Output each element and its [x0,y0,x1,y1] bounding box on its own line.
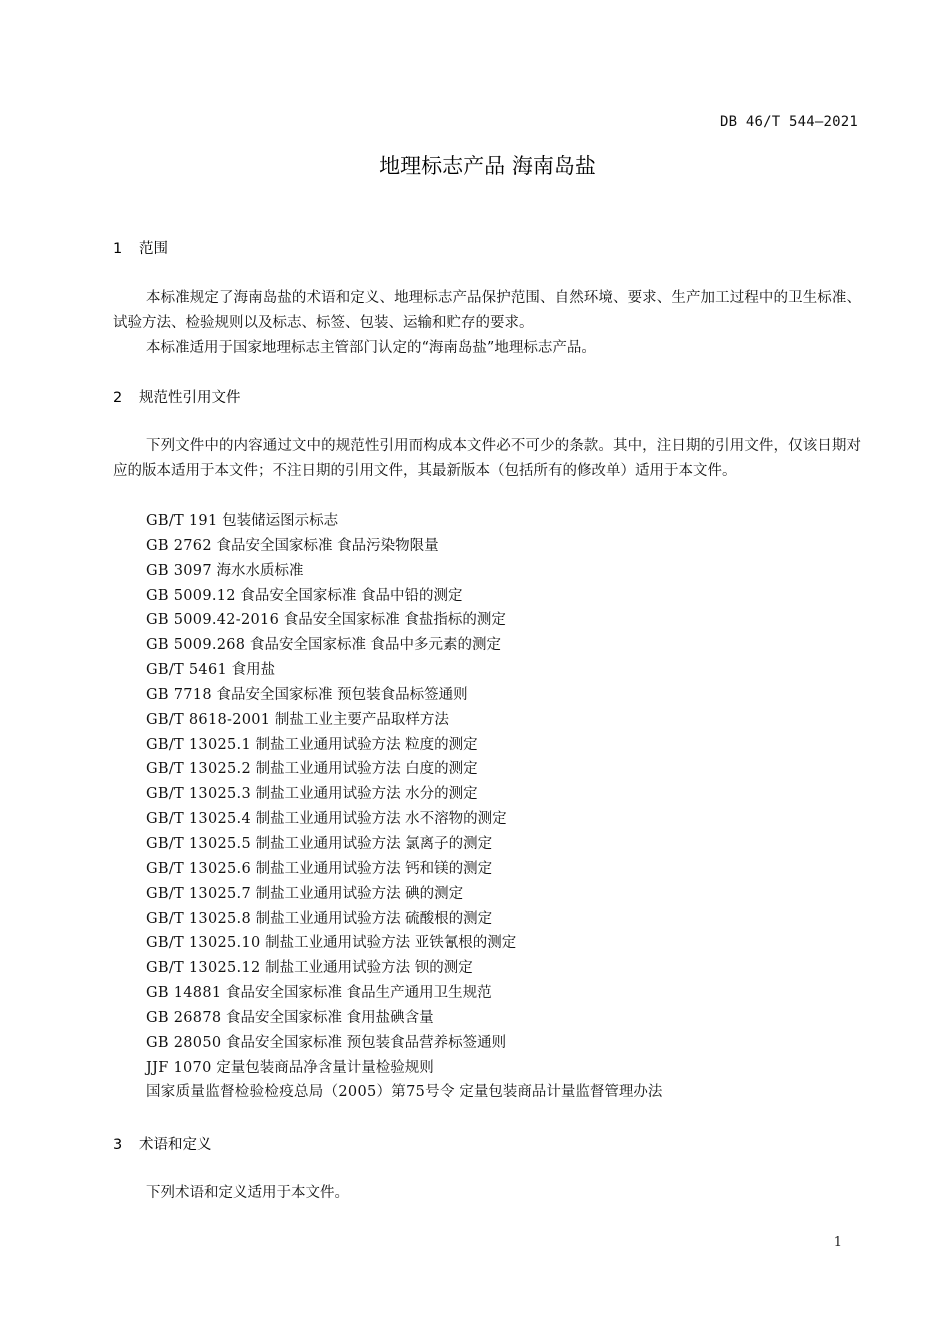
reference-item [146,708,662,733]
section-3-number: 3 [113,1137,123,1153]
reference-item [146,559,662,584]
reference-name: 制盐工业通用试验方法 氯离子的测定 [255,835,493,852]
section-3-paragraph-1: 下列术语和定义适用于本文件。 [146,1185,349,1201]
reference-item [146,931,662,956]
reference-item [146,757,662,782]
reference-name: 制盐工业通用试验方法 水分的测定 [255,786,478,803]
reference-code: GB 28050 [146,1034,222,1051]
standard-code: DB 46/T 544—2021 [719,114,858,130]
reference-item [146,509,662,534]
reference-code: GB 2762 [146,537,212,554]
reference-code: GB 5009.12 [146,587,236,604]
reference-code: GB/T 13025.5 [146,835,251,852]
reference-name: 食品安全国家标准 食品生产通用卫生规范 [225,985,492,1002]
document-title: 地理标志产品 海南岛盐 [379,154,596,178]
reference-code: GB/T 13025.1 [146,736,251,753]
reference-code: GB 5009.268 [146,637,246,654]
section-2-heading [113,386,241,407]
reference-item [146,683,662,708]
section-1-heading [113,237,168,258]
reference-code: GB/T 13025.6 [146,860,251,877]
reference-item [146,608,662,633]
reference-code: GB/T 13025.4 [146,811,251,828]
reference-item [146,1006,662,1031]
reference-name: 定量包装商品计量监督管理办法 [459,1084,663,1101]
reference-item [146,832,662,857]
section-3-heading [113,1133,212,1154]
reference-item [146,956,662,981]
reference-name: 食品安全国家标准 食盐指标的测定 [283,612,506,629]
reference-item [146,733,662,758]
reference-item [146,807,662,832]
reference-name: 定量包装商品净含量计量检验规则 [216,1059,434,1076]
reference-name: 制盐工业通用试验方法 亚铁氰根的测定 [265,935,517,952]
reference-name: 制盐工业通用试验方法 硫酸根的测定 [255,910,493,927]
section-3-title: 术语和定义 [139,1137,212,1153]
reference-name: 制盐工业通用试验方法 粒度的测定 [255,736,478,753]
reference-code: GB 14881 [146,985,222,1002]
reference-item [146,658,662,683]
reference-code: GB/T 13025.12 [146,960,261,977]
reference-code: JJF 1070 [146,1059,212,1076]
reference-name: 食用盐 [231,662,276,679]
reference-name: 包装储运图示标志 [222,513,339,529]
normative-reference-list [146,509,662,1105]
reference-item [146,782,662,807]
reference-code: GB/T 13025.7 [146,885,251,902]
reference-code: GB/T 5461 [146,662,228,679]
reference-code: GB/T 13025.8 [146,910,251,927]
section-1-title: 范围 [139,241,168,257]
section-2-number: 2 [113,390,123,406]
reference-name: 食品安全国家标准 预包装食品标签通则 [216,686,468,703]
page-number: 1 [833,1235,842,1250]
reference-item [146,1031,662,1056]
reference-name: 制盐工业通用试验方法 白度的测定 [255,761,478,778]
reference-name: 食品安全国家标准 食品中铅的测定 [240,587,463,604]
reference-name: 食品安全国家标准 食品中多元素的测定 [249,637,502,654]
reference-name: 制盐工业通用试验方法 钡的测定 [265,960,473,977]
section-1-paragraph-1: 本标准规定了海南岛盐的术语和定义、地理标志产品保护范围、自然环境、要求、生产加工过程中的卫生标准、试验方法、检验规则以及标志、标签、包装、运输和贮存的要求。 [113,290,861,331]
section-1-paragraph-2: 本标准适用于国家地理标志主管部门认定的“海南岛盐”地理标志产品。 [146,340,596,356]
reference-name: 制盐工业通用试验方法 碘的测定 [255,885,464,902]
reference-code: 国家质量监督检验检疫总局（2005）第75号令 [146,1084,455,1101]
reference-code: GB 3097 [146,562,212,579]
reference-name: 海水水质标准 [216,562,304,579]
reference-item [146,1080,662,1105]
section-2-paragraph-1: 下列文件中的内容通过文中的规范性引用而构成本文件必不可少的条款。其中，注日期的引用文件，仅该日期对应的版本适用于本文件；不注日期的引用文件，其最新版本（包括所有的修改单）适用于本文件。 [113,438,861,479]
reference-item [146,857,662,882]
reference-code: GB 7718 [146,686,212,703]
reference-name: 制盐工业通用试验方法 水不溶物的测定 [255,811,507,828]
reference-item [146,907,662,932]
section-1-number: 1 [113,241,123,257]
reference-code: GB/T 13025.2 [146,761,251,778]
section-2-title: 规范性引用文件 [139,390,241,406]
reference-item [146,584,662,609]
reference-item [146,882,662,907]
reference-code: GB/T 13025.3 [146,786,251,803]
reference-name: 食品安全国家标准 食用盐碘含量 [225,1009,434,1026]
reference-item [146,633,662,658]
reference-item [146,981,662,1006]
reference-item [146,534,662,559]
reference-item [146,1056,662,1081]
reference-code: GB 26878 [146,1009,222,1026]
reference-name: 制盐工业通用试验方法 钙和镁的测定 [255,860,493,877]
reference-code: GB/T 13025.10 [146,935,261,952]
reference-name: 制盐工业主要产品取样方法 [274,711,449,728]
reference-code: GB/T 8618-2001 [146,711,271,728]
reference-name: 食品安全国家标准 预包装食品营养标签通则 [225,1034,507,1051]
reference-code: GB/T 191 [146,513,218,529]
reference-code: GB 5009.42-2016 [146,612,280,629]
reference-name: 食品安全国家标准 食品污染物限量 [216,537,439,554]
